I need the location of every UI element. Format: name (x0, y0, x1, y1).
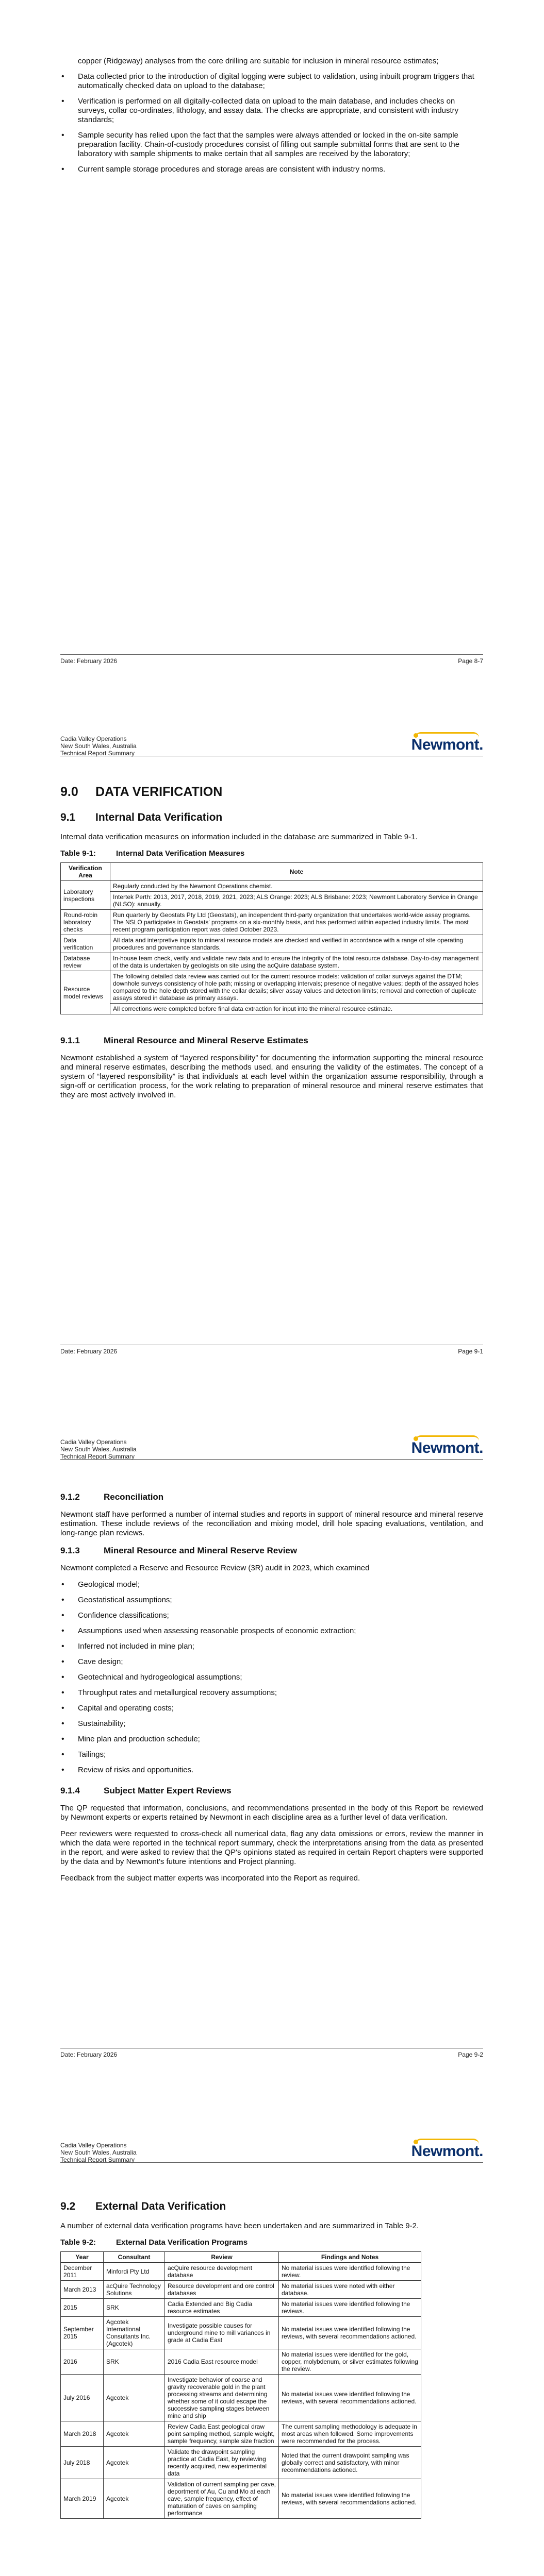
table-row (61, 2263, 421, 2281)
continued-bullet-text: copper (Ridgeway) analyses from the core drilling are suitable for inclusion in mineral resource estimates; (78, 57, 439, 65)
table-row (61, 910, 483, 935)
table-cell: SRK (104, 2349, 165, 2375)
page-9-3 (0, 2110, 544, 2576)
newmont-logo: Newmont. (406, 2139, 483, 2159)
bullet-icon: • (61, 97, 64, 106)
table-cell: No material issues were identified for the gold, copper, molybdenum, or silver estimates following the review. (279, 2349, 421, 2375)
table-row (61, 2281, 421, 2299)
table-cell: 2015 (61, 2299, 104, 2317)
page-header (60, 1438, 137, 1460)
table-row (61, 2349, 421, 2375)
bullet-icon: • (61, 1626, 64, 1635)
column-header: Verification Area (61, 863, 110, 881)
table-cell: acQuire Technology Solutions (104, 2281, 165, 2299)
paragraph: Newmont staff have performed a number of internal studies and reports in support of mineral resource and mineral reserve estimation. These include reviews of the reconciliation and mixing model, drill hole spacing evaluations, ventilation, and long-range plan reviews. (60, 1510, 483, 1537)
paragraph: Feedback from the subject matter experts was incorporated into the Report as required. (60, 1874, 360, 1883)
bullet-icon: • (61, 1766, 64, 1774)
internal-verification-table (60, 862, 483, 1014)
table-cell: Resource development and ore control databases (165, 2281, 279, 2299)
table-cell: No material issues were identified following the reviews. (279, 2299, 421, 2317)
column-header: Year (61, 2252, 104, 2263)
table-cell: Run quarterly by Geostats Pty Ltd (Geostats), an independent third-party organization that undertakes world-wide assay programs. The NSLO participates in Geostats' programs on a six-monthly basis, and has performed within expected industry limits. The most recent program participation report was dated October 2023. (110, 910, 483, 935)
table-cell: SRK (104, 2299, 165, 2317)
bullet-icon: • (61, 1688, 64, 1697)
header-line: New South Wales, Australia (60, 2149, 137, 2156)
paragraph: Internal data verification measures on information included in the database are summarized in Table 9-1. (60, 833, 418, 841)
header-divider (60, 2162, 483, 2163)
page-number: Page 9-2 (458, 2051, 483, 2058)
page-footer (60, 2051, 483, 2058)
list-item: • Inferred not included in mine plan; (61, 1642, 194, 1651)
list-item: • Review of risks and opportunities. (61, 1766, 194, 1774)
table-cell: Agcotek International Consultants Inc. (Agcotek) (104, 2317, 165, 2349)
table-cell: 2016 (61, 2349, 104, 2375)
subsection-heading: 9.2 External Data Verification (60, 2200, 226, 2212)
table-cell: Resource model reviews (61, 971, 110, 1014)
table-row (61, 953, 483, 971)
table-cell: Agcotek (104, 2479, 165, 2519)
table-cell: All data and interpretive inputs to mineral resource models are checked and verified in accordance with a range of site operating procedures and governance standards. (110, 935, 483, 953)
table-cell: Agcotek (104, 2375, 165, 2421)
table-cell: The current sampling methodology is adequate in most areas when followed. Some improvements were recommended for the process. (279, 2421, 421, 2447)
bullet-icon: • (61, 1735, 64, 1743)
bullet-icon: • (61, 1719, 64, 1728)
table-cell: Data verification (61, 935, 110, 953)
table-cell: acQuire resource development database (165, 2263, 279, 2281)
header-line: Technical Report Summary (60, 2156, 135, 2163)
table-caption: Table 9-1: Internal Data Verification Measures (60, 849, 245, 858)
page-8-7 (0, 0, 544, 676)
table-cell: Validation of current sampling per cave, deportment of Au, Cu and Mo at each cave, sample frequency, effect of maturation of caves on sampling performance (165, 2479, 279, 2519)
page1-body (60, 57, 483, 180)
subsection-heading: 9.1.4 Subject Matter Expert Reviews (60, 1786, 232, 1795)
verification-bullet-list (60, 72, 483, 174)
list-item: • Sample security has relied upon the fact that the samples were always attended or locked in the on-site sample preparation facility. Chain-of-custody procedures consist of filling out sample submittal forms that are sent to the laboratory with sample shipments to make certain that all samples are received by the laboratory; (61, 131, 460, 158)
bullet-icon: • (61, 1596, 64, 1604)
paragraph: Newmont completed a Reserve and Resource Review (3R) audit in 2023, which examined (60, 1564, 370, 1572)
table-caption: Table 9-2: External Data Verification Programs (60, 2238, 248, 2247)
bullet-icon: • (61, 1704, 64, 1713)
table-cell: December 2011 (61, 2263, 104, 2281)
header-line: Technical Report Summary (60, 750, 135, 757)
table-row (61, 2479, 421, 2519)
table-cell: March 2018 (61, 2421, 104, 2447)
page3-body (60, 1492, 483, 1890)
page2-body (60, 784, 483, 1107)
bullet-icon: • (61, 1642, 64, 1651)
list-item: • Throughput rates and metallurgical recovery assumptions; (61, 1688, 277, 1697)
bullet-icon: • (61, 1673, 64, 1682)
table-row (61, 881, 483, 910)
list-item: • Cave design; (61, 1657, 123, 1666)
table-cell: September 2015 (61, 2317, 104, 2349)
list-item: • Current sample storage procedures and storage areas are consistent with industry norms. (61, 165, 386, 174)
header-line: New South Wales, Australia (60, 742, 137, 750)
header-divider (60, 1459, 483, 1460)
table-cell: No material issues were identified following the reviews, with several recommendations actioned. (279, 2479, 421, 2519)
header-line: Technical Report Summary (60, 1453, 135, 1460)
footer-date: Date: February 2026 (60, 1348, 118, 1355)
table-cell: No material issues were identified following the review. (279, 2263, 421, 2281)
table-cell: July 2016 (61, 2375, 104, 2421)
footer-date: Date: February 2026 (60, 657, 118, 665)
bullet-icon: • (61, 72, 64, 81)
table-row (61, 2421, 421, 2447)
table-cell: Investigate behavior of coarse and gravity recoverable gold in the plant processing streams and determining whether some of it could escape the successive sampling stages between mine and ship (165, 2375, 279, 2421)
table-cell: Round-robin laboratory checks (61, 910, 110, 935)
subsection-heading: 9.1 Internal Data Verification (60, 811, 223, 823)
table-cell: No material issues were identified following the reviews, with several recommendations actioned. (279, 2317, 421, 2349)
bullet-icon: • (61, 1580, 64, 1589)
page-header (60, 2142, 137, 2163)
table-header-row (61, 863, 483, 881)
page-number: Page 8-7 (458, 657, 483, 665)
page-header (60, 735, 137, 757)
newmont-logo: Newmont. (406, 732, 483, 753)
table-row (61, 2317, 421, 2349)
list-item: • Geological model; (61, 1580, 140, 1589)
external-verification-table (60, 2251, 421, 2519)
table-cell: July 2018 (61, 2447, 104, 2479)
table-cell: Minfordi Pty Ltd (104, 2263, 165, 2281)
table-row (61, 2375, 421, 2421)
page-9-2 (0, 1406, 544, 2110)
list-item: • Tailings; (61, 1750, 106, 1759)
table-row (61, 2447, 421, 2479)
newmont-logo: Newmont. (406, 1435, 483, 1456)
bullet-icon: • (61, 165, 64, 174)
list-item: • Data collected prior to the introduction of digital logging were subject to validation, using inbuilt program triggers that automatically checked data on upload to the database; (61, 72, 474, 90)
list-item: • Geostatistical assumptions; (61, 1596, 172, 1604)
column-header: Findings and Notes (279, 2252, 421, 2263)
header-line: Cadia Valley Operations (60, 735, 127, 742)
table-cell: Validate the drawpoint sampling practice at Cadia East, by reviewing recently acquired, new experimental data (165, 2447, 279, 2479)
table-row (61, 971, 483, 1014)
table-cell: March 2013 (61, 2281, 104, 2299)
list-item: • Geotechnical and hydrogeological assumptions; (61, 1673, 242, 1682)
table-cell: No material issues were noted with either database. (279, 2281, 421, 2299)
list-item: • Assumptions used when assessing reasonable prospects of economic extraction; (61, 1626, 356, 1635)
paragraph: Peer reviewers were requested to cross-check all numerical data, flag any data omissions or errors, review the manner in which the data were reported in the technical report summary, check the interpretations arising from the data as presented in the report, and were asked to review that the QP's opinions stated as required in certain Report chapters were supported by the data and by Newmont's future intentions and Project planning. (60, 1829, 483, 1866)
list-item: • Capital and operating costs; (61, 1704, 174, 1713)
table-row (61, 2299, 421, 2317)
table-cell: No material issues were identified following the reviews, with several recommendations actioned. (279, 2375, 421, 2421)
list-item: • Sustainability; (61, 1719, 126, 1728)
list-item: • Mine plan and production schedule; (61, 1735, 200, 1743)
footer-divider (60, 654, 483, 655)
table-cell: Noted that the current drawpoint sampling was globally correct and satisfactory, with minor recommendations actioned. (279, 2447, 421, 2479)
paragraph: Newmont established a system of “layered responsibility” for documenting the information supporting the mineral resource and mineral reserve estimates, describing the methods used, and ensuring the validity of the estimates. The concept of a system of “layered responsibility” is that individuals at each level within the organization assume responsibility, through a sign-off or certification process, for the work relating to preparation of mineral resource and mineral reserve estimates that they are most actively involved in. (60, 1054, 483, 1099)
table-cell: Investigate possible causes for underground mine to mill variances in grade at Cadia East (165, 2317, 279, 2349)
header-line: New South Wales, Australia (60, 1446, 137, 1453)
header-line: Cadia Valley Operations (60, 2142, 127, 2149)
table-cell: March 2019 (61, 2479, 104, 2519)
column-header: Consultant (104, 2252, 165, 2263)
page-footer (60, 1348, 483, 1355)
table-cell: Review Cadia East geological draw point sampling method, sample weight, sample frequency, sample size fraction (165, 2421, 279, 2447)
table-header-row (61, 2252, 421, 2263)
column-header: Review (165, 2252, 279, 2263)
footer-date: Date: February 2026 (60, 2051, 118, 2058)
page-9-1 (0, 703, 544, 1406)
column-header: Note (110, 863, 483, 881)
table-row (61, 935, 483, 953)
header-line: Cadia Valley Operations (60, 1438, 127, 1446)
table-cell: Database review (61, 953, 110, 971)
table-cell: 2016 Cadia East resource model (165, 2349, 279, 2375)
section-heading: 9.0 DATA VERIFICATION (60, 785, 223, 799)
paragraph: The QP requested that information, conclusions, and recommendations presented in the body of this Report be reviewed by Newmont experts or experts retained by Newmont in each discipline area as a further level of data verification. (60, 1804, 483, 1822)
table-cell: Laboratory inspections (61, 881, 110, 910)
table-cell: Agcotek (104, 2447, 165, 2479)
table-cell: The following detailed data review was carried out for the current resource models: validation of collar surveys against the DTM; downhole surveys consistency of hole path; missing or overlapping intervals; presence of negative values; depth of the assayed holes compared to the hole depth stored with the collar details; silver assay values and detection limits; removal and correction of duplicate assays stored in database as primary assays. All corrections were completed before final data extraction for input into the mineral resource estimate. (110, 971, 483, 1014)
review-items-list (60, 1580, 483, 1775)
table-cell: Cadia Extended and Big Cadia resource estimates (165, 2299, 279, 2317)
list-item: • Verification is performed on all digitally-collected data on upload to the main database, and includes checks on surveys, collar co-ordinates, lithology, and assay data. The checks are appropriate, and consistent with industry standards; (61, 97, 459, 124)
page4-body (60, 2200, 483, 2519)
subsection-heading: 9.1.3 Mineral Resource and Mineral Reserve Review (60, 1546, 298, 1555)
table-cell: Agcotek (104, 2421, 165, 2447)
subsection-heading: 9.1.2 Reconciliation (60, 1492, 164, 1502)
subsection-heading: 9.1.1 Mineral Resource and Mineral Reserve Estimates (60, 1036, 308, 1045)
bullet-icon: • (61, 1611, 64, 1620)
page-footer (60, 657, 483, 665)
paragraph: A number of external data verification programs have been undertaken and are summarized in Table 9-2. (60, 2222, 419, 2230)
bullet-icon: • (61, 1750, 64, 1759)
list-item: • Confidence classifications; (61, 1611, 169, 1620)
page-number: Page 9-1 (458, 1348, 483, 1355)
table-cell: In-house team check, verify and validate new data and to ensure the integrity of the total resource database. Day-to-day management of the data is undertaken by geologists on site using the acQuire database system. (110, 953, 483, 971)
bullet-icon: • (61, 131, 64, 140)
bullet-icon: • (61, 1657, 64, 1666)
table-cell: Regularly conducted by the Newmont Operations chemist. Intertek Perth: 2013, 2017, 2018, 2019, 2021, 2023; ALS Orange: 2023; ALS Brisbane: 2023; Newmont Laboratory Service in Orange (NLSO): annually. (110, 881, 483, 910)
